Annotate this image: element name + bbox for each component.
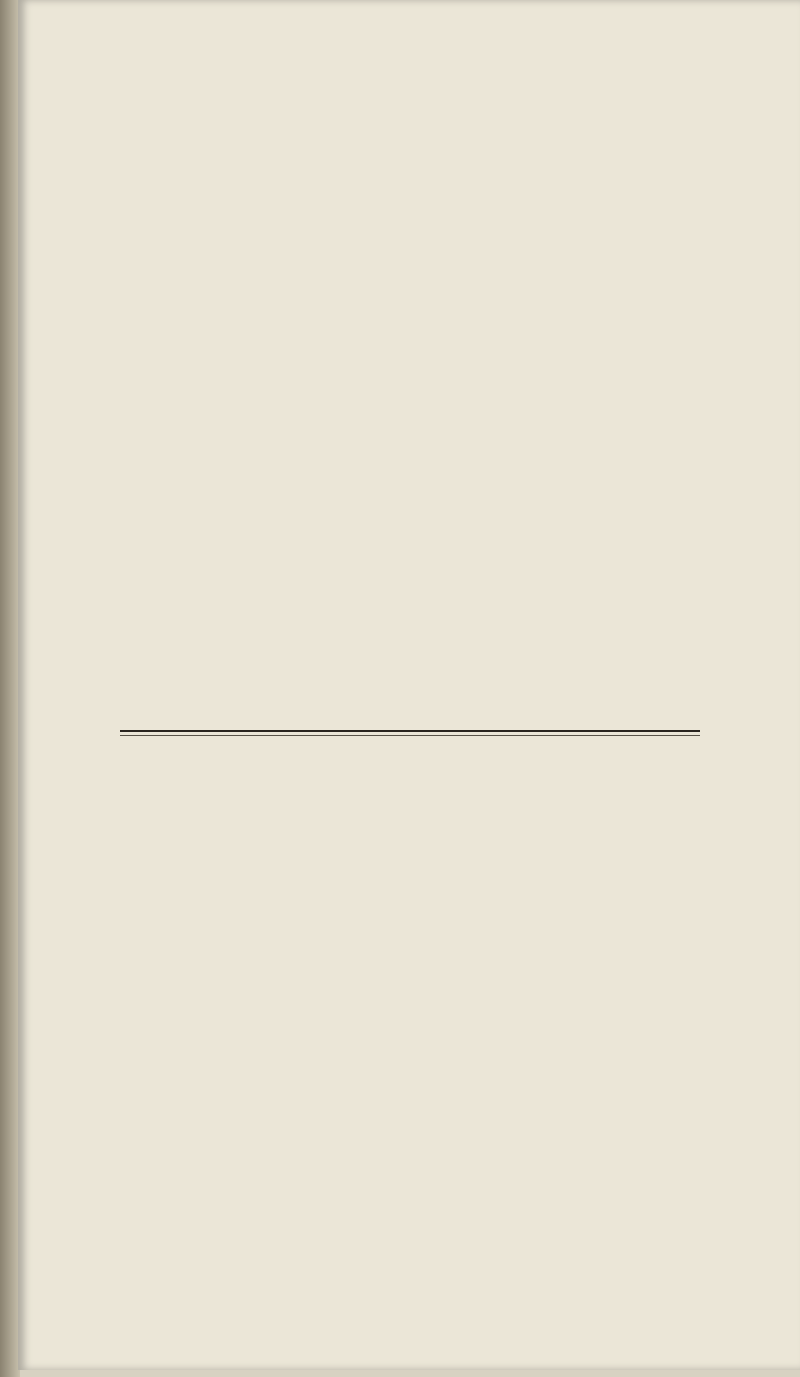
book-spine-shadow xyxy=(0,0,20,1377)
book-page xyxy=(18,0,800,1370)
section-divider xyxy=(120,730,700,732)
